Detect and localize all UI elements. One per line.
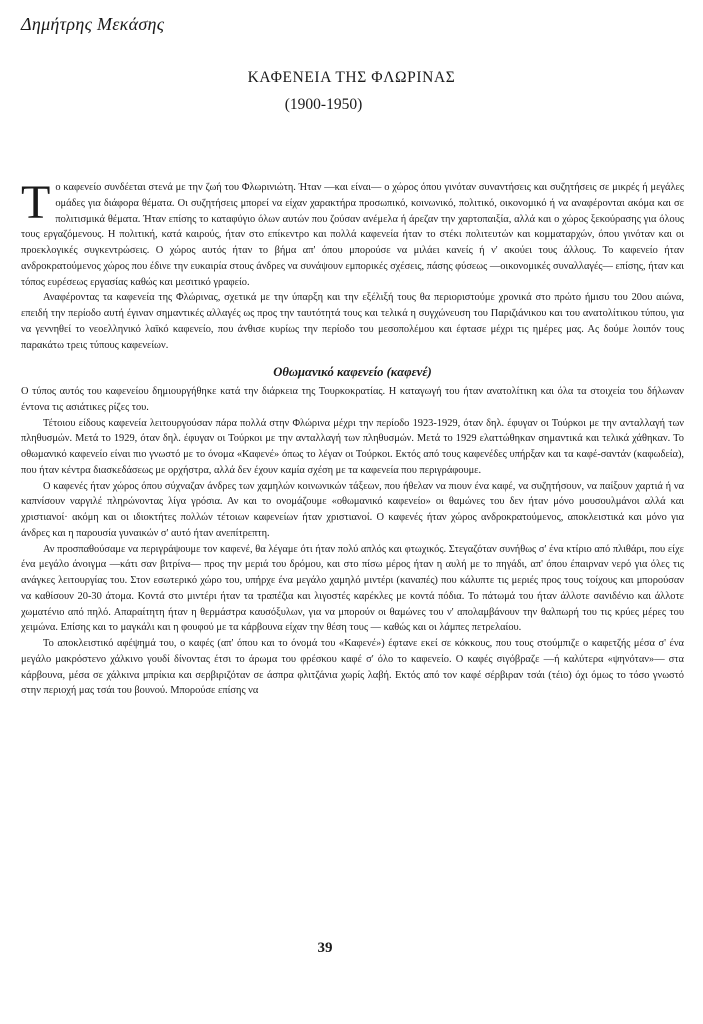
- page-number: 39: [317, 940, 333, 956]
- intro-paragraph-1: [21, 176, 684, 290]
- intro-paragraph-1-text: ο καφενείο συνδέεται στενά με την ζωή του Φλωρινιώτη. Ήταν —και είναι— ο χώρος όπου γινόταν συναντήσεις και συζητήσεις σε μικρές ή μεγάλες ομάδες για διάφορα θέματα. Οι συζητήσεις μπορεί να είχαν χαρακτήρα προσωπικό, κοινωνικό, πολιτικό, οικονομικό ή να αναφέρονται ακόμα και σε πολιτισμικά θέματα. Ήταν επίσης το καταφύγιο όλων αυτών που ζούσαν ανέμελα ή άρεζαν την χαρτοπαιξία, αλλά και ο χώρος ξεκούρασης για όλους τους εργαζόμενους. Η πολιτική, κατά καιρούς, ήταν στο επίκεντρο και πολλά καφενεία ήταν το στέκι πολιτευτών και κομματαρχών, όπου γινόταν και οι προεκλογικές συγκεντρώσεις. Ο χώρος αυτός ήταν το βήμα απ' όπου μπορούσε να μιλάει κανείς ή ν' ακούει τους άλλους. Το καφενείο ήταν ανδροκρατούμενος χώρος που έδινε την ευκαιρία στους άνδρες να συνάψουν εμπορικές σχέσεις, πάσης φύσεως —οικονομικές συναλλαγές— επίσης, ήταν και τόπος ευρέσεως εργασίας καθώς και μεσιτικό γραφείο.: [21, 182, 684, 288]
- intro-paragraph-2: Αναφέροντας τα καφενεία της Φλώρινας, σχετικά με την ύπαρξη και την εξέλιξή τους θα περιοριστούμε χρονικά στο πρώτο ήμισυ του 20ου αιώνα, επειδή την περίοδο αυτή έγιναν σημαντικές αλλαγές ως προς την ταυτότητά τους και τελικά η συγχώνευση του Παριζιάνικου και του ανατολίτικου τύπου, για να γεννηθεί το νεοελληνικό λαϊκό καφενείο, που άνθισε κυρίως την περίοδο του μεσοπολέμου και έφτασε μέχρι τις ημέρες μας. Ας δούμε λοιπόν τους παρακάτω τρεις τύπους καφενείων.: [21, 292, 684, 351]
- author-name: Δημήτρης Μεκάσης: [21, 14, 165, 34]
- section-paragraph-4: Αν προσπαθούσαμε να περιγράψουμε τον καφενέ, θα λέγαμε ότι ήταν πολύ απλός και φτωχικός. Στεγαζόταν συνήθως σ' ένα κτίριο από πλιθάρι, που είχε ένα μεγάλο άνοιγμα —κάτι σαν βιτρίνα— προς την μεριά του δρόμου, και στο πίσω μέρος ήταν η αυλή με το πηγάδι, απ' όπου έπαιρναν νερό για όλες τις ανάγκες λειτουργίας του. Στον εσωτερικό χώρο του, υπήρχε ένα μεγάλο χαμηλό μιντέρι (καναπές) που κάλυπτε τις μεριές προς τους τοίχους και μπορούσαν να καθίσουν 20-30 άτομα. Κοντά στο μιντέρι ήταν τα τραπέζια και λιγοστές καρέκλες με κοντά πόδια. Το πάτωμά του ήταν άλλοτε σανιδένιο και άλλοτε χωματένιο από πηλό. Απαραίτητη ήταν η θερμάστρα καυσόξυλων, για να μπορούν οι θαμώνες του ν' απολαμβάνουν την θαλπωρή του τις κρύες μέρες του χειμώνα. Επίσης και το μαγκάλι και η φουφού με τα κάρβουνα είχαν την θέση τους — καθώς και οι λάμπες πετρελαίου.: [21, 543, 684, 634]
- article-title: ΚΑΦΕΝΕΙΑ ΤΗΣ ΦΛΩΡΙΝΑΣ: [247, 69, 456, 86]
- article-body: [21, 176, 684, 699]
- section-paragraph-3: Ο καφενές ήταν χώρος όπου σύχναζαν άνδρες των χαμηλών κοινωνικών τάξεων, που ήθελαν να πιουν ένα καφέ, να συζητήσουν, να παίξουν χαρτιά ή να καπνίσουν ναργιλέ πληρώνοντας λίγα γρόσια. Αν και το ονομάζουμε «οθωμανικό καφενείο» οι θαμώνες του δεν ήταν μόνο μουσουλμάνοι αλλά και χριστιανοί· ακόμη και οι ιδιοκτήτες πολλών τέτοιων καφενείων ήταν χριστιανοί. Ο καφενές ήταν χώρος ανδροκρατούμενος, αποκλειστικά και μόνο για άνδρες και η παρουσία γυναικών σ' αυτό ήταν ανεπίτρεπτη.: [21, 480, 684, 539]
- drop-cap: Τ: [21, 176, 51, 229]
- section-heading: Οθωμανικό καφενείο (καφενέ): [273, 365, 432, 380]
- article-subtitle: (1900-1950): [284, 96, 363, 113]
- section-paragraph-1: Ο τύπος αυτός του καφενείου δημιουργήθηκε κατά την διάρκεια της Τουρκοκρατίας. Η καταγωγή του ήταν ανατολίτικη και όλα τα στοιχεία του δήλωναν έντονα τις ασιάτικες ρίζες του.: [21, 386, 684, 413]
- section-paragraph-2: Τέτοιου είδους καφενεία λειτουργούσαν πάρα πολλά στην Φλώρινα μέχρι την περίοδο 1923-1929, όταν δηλ. έφυγαν οι Τούρκοι με την ανταλλαγή των πληθυσμών. Μετά το 1929, όταν δηλ. έφυγαν οι Τούρκοι με την ανταλλαγή των πληθυσμών. Μετά το 1929 ελαττώθηκαν σημαντικά και τελικά χάθηκαν. Το οθωμανικό καφενείο είναι πιο γνωστό με το όνομα «Καφενέ» όπως το λέγαν οι Τούρκοι. Εκτός από τους καφενέδες υπήρξαν και τα καφέ-σαντάν (καφωδεία), που ήταν κέντρα διασκεδάσεως με ορχήστρα, αλλά δεν έχουν καμία σχέση με τα καφενεία που περιγράφουμε.: [21, 417, 684, 476]
- section-paragraph-5: Το αποκλειστικό αφέψημά του, ο καφές (απ' όπου και το όνομά του «Καφενέ») έφτανε εκεί σε κόκκους, που τους στούμπιζε ο καφετζής μέσα σ' ένα μεγάλο μακρόστενο χάλκινο γουδί δίνοντας έτσι το άρωμα του φρέσκου καφέ σ' όλο το καφενείο. Ο καφές σιγόβραζε —ή καλύτερα «ψηνόταν»— στα κάρβουνα, μέσα σε χάλκινα μπρίκια και σερβιριζόταν σε άσπρα φλιτζάνια χωρίς λαβή. Εκτός από τον καφέ σέρβιραν τσάι (τέιο) όχι όμως το τόσο γνωστό στην περιοχή μας τσάι του βουνού. Μπορούσε επίσης να: [21, 638, 684, 697]
